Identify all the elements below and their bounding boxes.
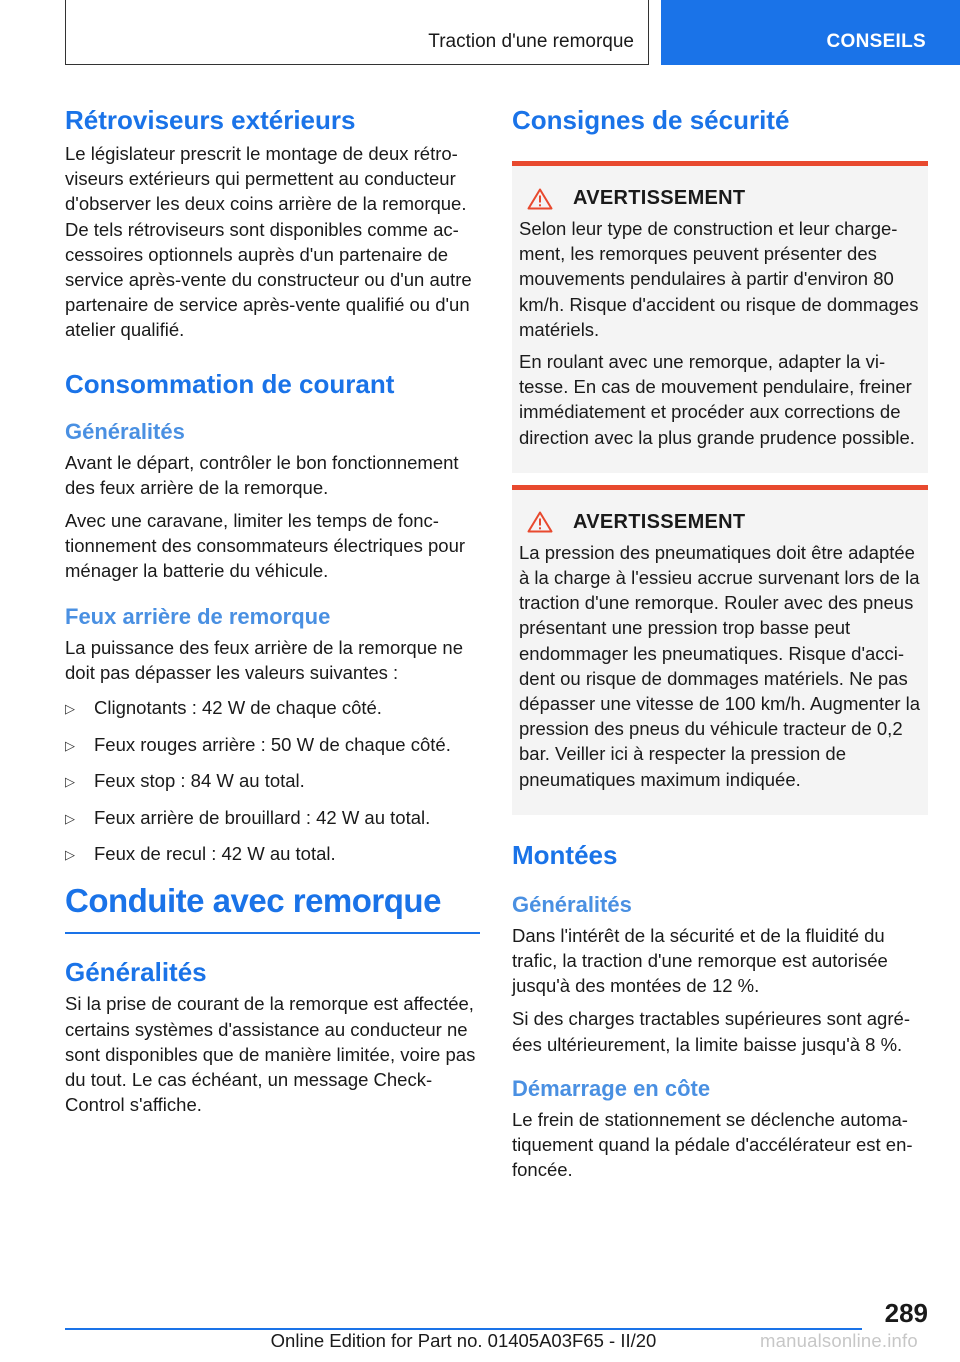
warning-box-1 [512, 161, 928, 473]
warning-triangle-icon [527, 188, 553, 210]
paragraph-prise-courant: Si la prise de courant de la remorque est affectée, certains systèmes d'assistance au conducteur ne sont disponibles que de manière limitée, voire pas du tout. Le cas échéant, un message Check-Control s'affiche. [65, 993, 476, 1116]
list-item: ▷ Feux arrière de brouillard : 42 W au total. [65, 805, 480, 830]
subheading-demarrage-cote: Démarrage en côte [512, 1075, 711, 1101]
heading-retroviseurs: Rétroviseurs extérieurs [65, 105, 356, 135]
right-column [512, 104, 928, 1182]
paragraph-montees-8: Si des charges tractables supérieures sont agréées ultérieurement, la limite baisse jusqu'à 8 %. [512, 1008, 910, 1055]
list-item: ▷ Feux stop : 84 W au total. [65, 768, 480, 793]
warning-1-paragraph-1: Selon leur type de construction et leur chargement, les remorques peuvent présenter des mouvements pendulaires à partir d'environ 80 km/h. Risque d'accident ou risque de dommages matériels. [519, 218, 919, 340]
heading-consignes: Consignes de sécurité [512, 105, 790, 135]
paragraph-caravane: Avec une caravane, limiter les temps de fonctionnement des consommateurs électriques pour ménager la batterie du véhicule. [65, 510, 466, 582]
header-frame [65, 0, 649, 65]
warning-header [519, 187, 921, 210]
triangle-bullet-icon: ▷ [65, 847, 75, 863]
subheading-generalites-montees: Généralités [512, 891, 632, 917]
bullet-list-feux [65, 695, 480, 866]
paragraph-retroviseurs: Le législateur prescrit le montage de deux rétroviseurs extérieurs qui permettent au conducteur d'observer les deux coins arrière de la remorque. De tels rétroviseurs sont disponibles comme accessoires optionnels auprès d'un partenaire de service après-vente du constructeur ou d'un autre partenaire de service après-vente qualifié ou d'un atelier qualifié. [65, 143, 472, 341]
heading-consommation: Consommation de courant [65, 368, 395, 399]
header-section-tab [661, 0, 960, 65]
paragraph-montees-12: Dans l'intérêt de la sécurité et de la fluidité du trafic, la traction d'une remorque est autorisée jusqu'à des montées de 12 %. [512, 924, 888, 997]
heading-montees: Montées [512, 839, 618, 870]
warning-label: AVERTISSEMENT [573, 187, 746, 209]
triangle-bullet-icon: ▷ [65, 774, 75, 790]
list-item: ▷ Clignotants : 42 W de chaque côté. [65, 695, 480, 720]
header-section-label: CONSEILS [826, 31, 926, 52]
list-item: ▷ Feux de recul : 42 W au total. [65, 841, 480, 866]
warning-1-paragraph-2: En roulant avec une remorque, adapter la vitesse. En cas de mouvement pendulaire, freiner immédiatement et procéder aux corrections de direction avec la plus grande prudence possible. [519, 351, 915, 448]
warning-header [519, 511, 921, 534]
paragraph-puissance: La puissance des feux arrière de la remorque ne doit pas dépasser les valeurs suivantes : [65, 636, 463, 683]
triangle-bullet-icon: ▷ [65, 737, 75, 753]
page-number: 289 [884, 1298, 928, 1328]
triangle-bullet-icon: ▷ [65, 701, 75, 717]
heading-underline [65, 932, 480, 934]
left-column [65, 104, 480, 1117]
heading-conduite-remorque: Conduite avec remorque [65, 882, 441, 920]
subheading-generalites-conduite: Généralités [65, 957, 207, 988]
footer-edition: Online Edition for Part no. 01405A03F65 - II/20 [270, 1330, 657, 1351]
warning-2-paragraph: La pression des pneumatiques doit être adaptée à la charge à l'essieu accrue survenant lors de la traction d'une remorque. Rouler avec des pneus présentant une pression trop basse peut endommager les pneumatiques. Risque d'accident ou risque de dommages matériels. Ne pas dépasser une vitesse de 100 km/h. Augmenter la pression des pneus du véhicule tracteur de 0,2 bar. Veiller ici à respecter la pression de pneumatiques maximum indiquée. [519, 541, 921, 790]
paragraph-frein-stationnement: Le frein de stationnement se déclenche automatiquement quand la pédale d'accélérateur est enfoncée. [512, 1108, 913, 1181]
paragraph-feux-controle: Avant le départ, contrôler le bon fonctionnement des feux arrière de la remorque. [65, 451, 459, 498]
list-item: ▷ Feux rouges arrière : 50 W de chaque côté. [65, 732, 480, 757]
warning-box-2 [512, 485, 928, 815]
footer-watermark: manualsonline.info [760, 1330, 918, 1351]
warning-triangle-icon [527, 511, 553, 533]
subheading-generalites-1: Généralités [65, 418, 185, 444]
header-title: Traction d'une remorque [428, 31, 634, 52]
subheading-feux-arriere: Feux arrière de remorque [65, 603, 331, 629]
triangle-bullet-icon: ▷ [65, 810, 75, 826]
warning-label: AVERTISSEMENT [573, 510, 746, 533]
